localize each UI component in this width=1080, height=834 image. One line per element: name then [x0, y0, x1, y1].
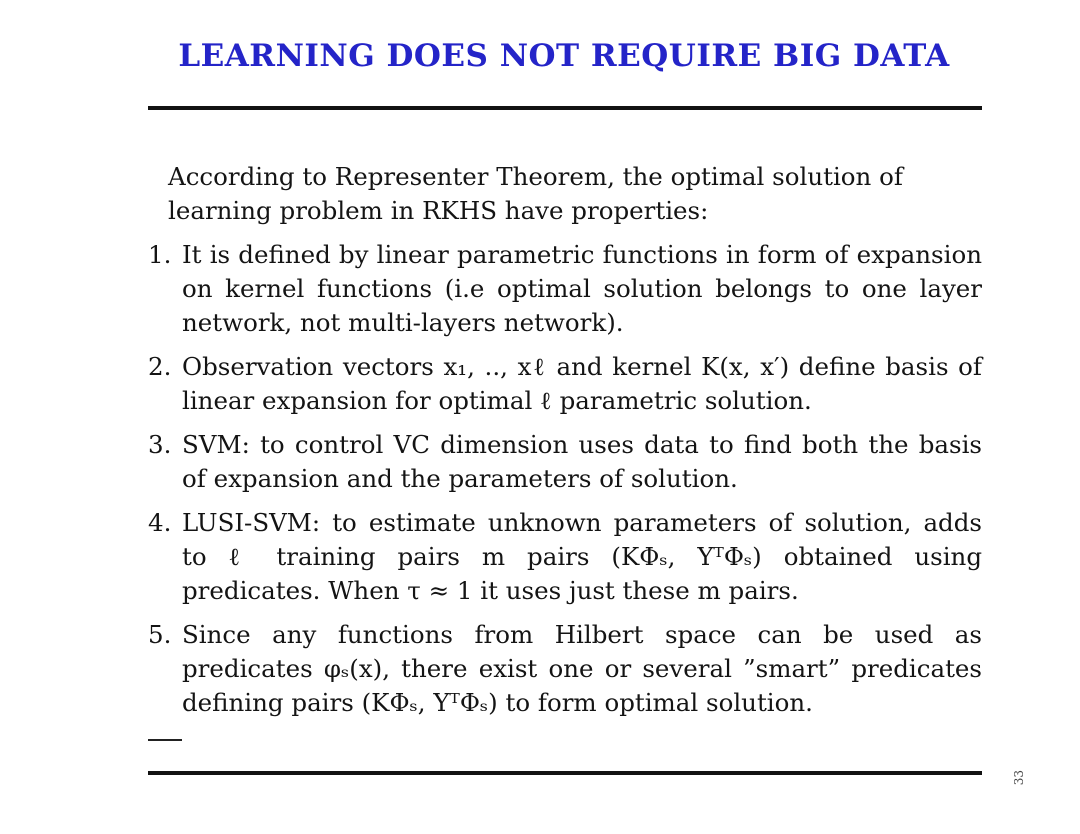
page-number: 33: [1012, 770, 1026, 786]
list-item: [148, 238, 982, 340]
item-number: 3.: [148, 430, 172, 459]
footnote-dash: [148, 739, 182, 741]
item-text: Observation vectors x₁, .., xℓ and kernel K(x, x′) define basis of linear expansion for optimal ℓ parametric solution.: [182, 352, 982, 415]
item-text: LUSI-SVM: to estimate unknown parameters of solution, adds to ℓ training pairs m pairs (KΦₛ, YᵀΦₛ) obtained using predicates. When τ ≈ 1 it uses just these m pairs.: [182, 508, 982, 605]
bottom-rule: [148, 771, 982, 775]
slide-title: LEARNING DOES NOT REQUIRE BIG DATA: [178, 38, 950, 74]
intro-paragraph: According to Representer Theorem, the optimal solution of learning problem in RKHS have properties:: [168, 162, 903, 225]
list-item: [148, 506, 982, 608]
top-rule: [148, 106, 982, 110]
property-list: [148, 238, 982, 720]
item-text: SVM: to control VC dimension uses data to find both the basis of expansion and the parameters of solution.: [182, 430, 982, 493]
slide-body: [148, 160, 982, 730]
item-number: 5.: [148, 620, 172, 649]
item-text: It is defined by linear parametric functions in form of expansion on kernel functions (i.e optimal solution belongs to one layer network, not multi-layers network).: [182, 240, 982, 337]
item-text: Since any functions from Hilbert space can be used as predicates φₛ(x), there exist one or several ”smart” predicates defining pairs (KΦₛ, YᵀΦₛ) to form optimal solution.: [182, 620, 982, 717]
item-number: 4.: [148, 508, 172, 537]
list-item: [148, 350, 982, 418]
list-item: [148, 618, 982, 720]
item-number: 2.: [148, 352, 172, 381]
item-number: 1.: [148, 240, 172, 269]
list-item: [148, 428, 982, 496]
